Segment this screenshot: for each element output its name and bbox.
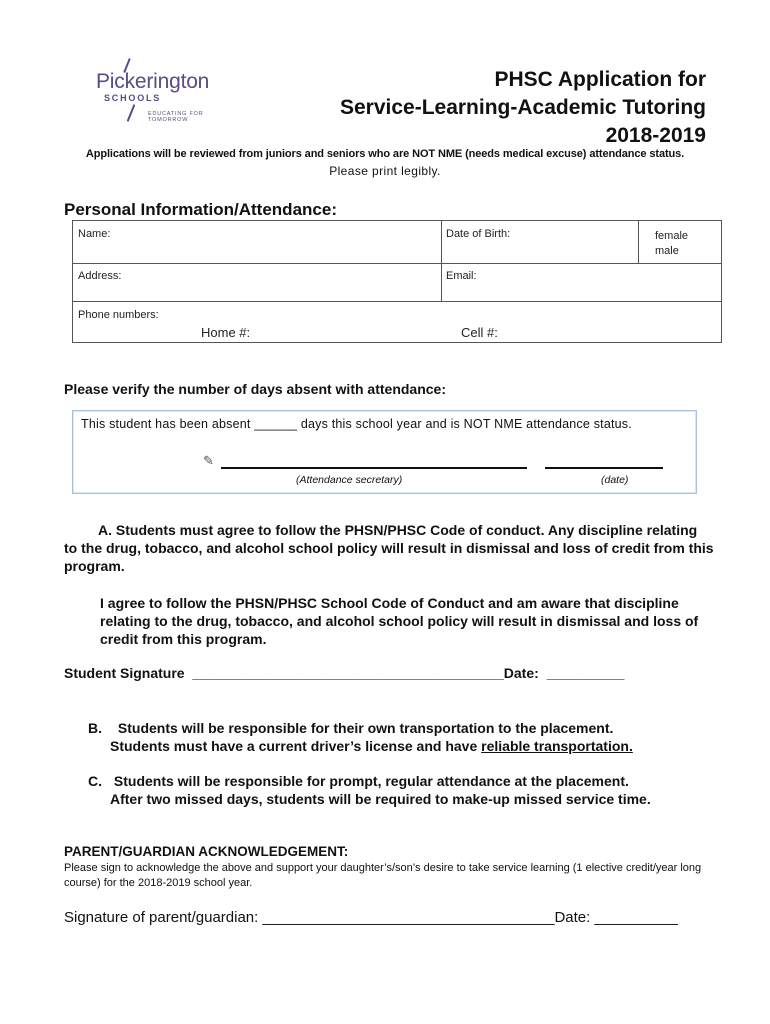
attendance-date-line[interactable] [545,467,663,469]
address-field[interactable]: Address: [78,270,122,282]
student-signature-line[interactable]: Student Signature ________________________________________Date: __________ [64,665,625,681]
conduct-section-a: A. Students must agree to follow the PHSN/PHSC Code of conduct. Any discipline relating to the drug, tobacco, and alcohol school policy will result in dismissal and loss of credit from this program. [64,522,714,574]
personal-info-table [72,220,722,343]
attendance-secretary-signature-line[interactable] [221,467,527,469]
dob-field[interactable]: Date of Birth: [446,228,511,240]
table-divider [73,301,721,302]
logo-tagline: EDUCATING FOR TOMORROW [148,111,204,123]
table-divider [441,221,442,301]
table-divider [638,221,639,263]
gender-option-male[interactable]: male [655,245,679,257]
reliable-transportation-text: reliable transportation. [481,738,633,754]
logo-name: Pickerington [96,70,210,93]
personal-info-heading: Personal Information/Attendance: [64,200,337,219]
title-line-3: 2018-2019 [605,124,706,147]
name-field[interactable]: Name: [78,228,111,240]
attendance-statement: This student has been absent ______ days this school year and is NOT NME attendance status. [81,417,632,431]
section-c-line-2: After two missed days, students will be required to make-up missed service time. [110,791,651,807]
review-notice: Applications will be reviewed from juniors and seniors who are NOT NME (needs medical excuse) attendance status. [85,148,685,160]
title-line-2: Service-Learning-Academic Tutoring [339,96,706,119]
attendance-date-label: (date) [601,474,629,486]
transport-section-b [88,719,728,755]
school-logo [96,58,236,124]
attendance-section-c [88,772,728,808]
section-b-line-2: Students must have a current driver’s license and have [110,738,482,754]
section-b-line-1: Students will be responsible for their own transportation to the placement. [117,720,614,736]
parent-acknowledgement-heading: PARENT/GUARDIAN ACKNOWLEDGEMENT: [64,844,349,859]
pen-icon: ✎ [203,453,214,468]
section-c-label: C. [88,773,102,789]
phone-numbers-label: Phone numbers: [78,309,159,321]
table-divider [73,263,721,264]
section-b-label: B. [88,720,102,736]
gender-option-female[interactable]: female [655,230,689,242]
attendance-heading: Please verify the number of days absent with attendance: [64,381,446,397]
cell-phone-field[interactable]: Cell #: [461,325,498,340]
page-title [340,66,706,150]
email-field[interactable]: Email: [446,270,477,282]
home-phone-field[interactable]: Home #: [201,325,251,340]
conduct-agreement: I agree to follow the PHSN/PHSC School Code of Conduct and am aware that discipline relating to the drug, tobacco, and alcohol school policy will result in dismissal and loss of credit from this program. [100,595,699,647]
parent-signature-line[interactable]: Signature of parent/guardian: ___________________________________Date: __________ [64,909,678,926]
section-c-line-1: Students will be responsible for prompt, regular attendance at the placement. [113,773,629,789]
logo-subtitle: SCHOOLS [104,93,162,103]
attendance-verification-box [72,410,697,494]
parent-acknowledgement-text: Please sign to acknowledge the above and support your daughter’s/son’s desire to take service learning (1 elective credit/year long course) for the 2018-2019 school year. [64,862,702,889]
title-line-1: PHSC Application for [494,68,706,91]
attendance-secretary-label: (Attendance secretary) [296,474,403,486]
logo-slash-mark [127,104,136,121]
print-notice: Please print legibly. [329,164,441,178]
